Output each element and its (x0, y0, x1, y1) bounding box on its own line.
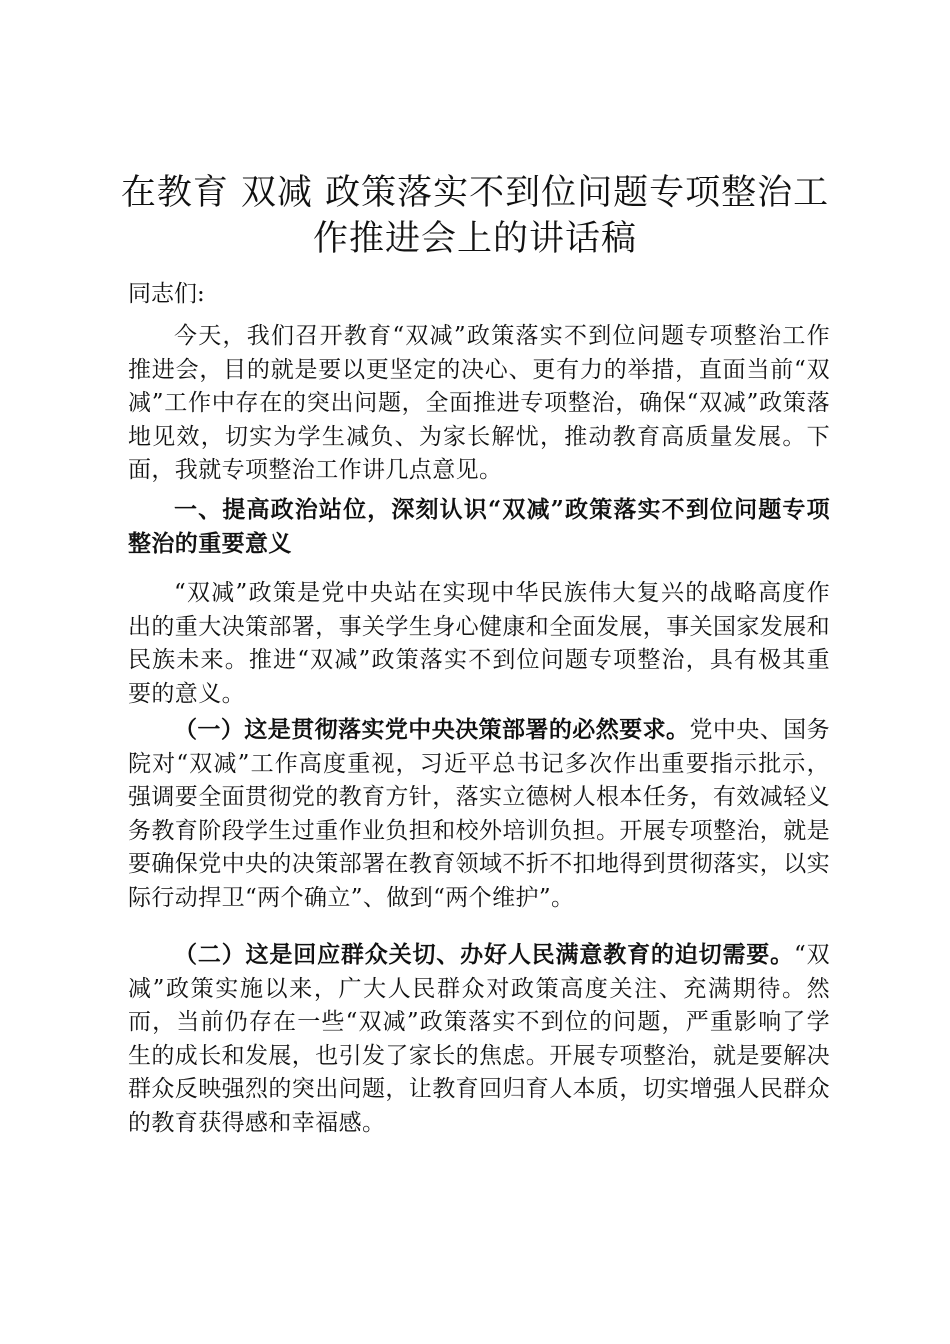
subsection-paragraph (128, 713, 830, 916)
subsection-lead: （一）这是贯彻落实党中央决策部署的必然要求。 (174, 716, 690, 743)
section-heading: 一、提高政治站位，深刻认识“双减”政策落实不到位问题专项整治的重要意义 (128, 496, 830, 557)
subsection-text: 党中央、国务院对“双减”工作高度重视，习近平总书记多次作出重要指示批示，强调要全面贯彻党的教育方针，落实立德树人根本任务，有效减轻义务教育阶段学生过重作业负担和校外培训负担。开展专项整治，就是要确保党中央的决策部署在教育领域不折不扣地得到贯彻落实，以实际行动捍卫“两个确立”、做到“两个维护”。 (128, 717, 830, 911)
salutation: 同志们: (128, 281, 205, 307)
subsection-text: “双减”政策实施以来，广大人民群众对政策高度关注、充满期待。然而，当前仍存在一些“双减”政策落实不到位的问题，严重影响了学生的成长和发展，也引发了家长的焦虑。开展专项整治，就是要解决群众反映强烈的突出问题，让教育回归育人本质，切实增强人民群众的教育获得感和幸福感。 (128, 942, 831, 1136)
subsection-paragraph (128, 938, 830, 1141)
intro-paragraph: 今天，我们召开教育“双减”政策落实不到位问题专项整治工作推进会，目的就是要以更坚定的决心、更有力的举措，直面当前“双减”工作中存在的突出问题，全面推进专项整治，确保“双减”政策落地见效，切实为学生减负、为家长解忧，推动教育高质量发展。下面，我就专项整治工作讲几点意见。 (128, 323, 830, 484)
document-title: 在教育 双减 政策落实不到位问题专项整治工作推进会上的讲话稿 (120, 173, 830, 259)
section-body-paragraph: “双减”政策是党中央站在实现中华民族伟大复兴的战略高度作出的重大决策部署，事关学生身心健康和全面发展，事关国家发展和民族未来。推进“双减”政策落实不到位问题专项整治，具有极其重要的意义。 (128, 580, 830, 707)
subsection-lead: （二）这是回应群众关切、办好人民满意教育的迫切需要。 (174, 941, 794, 968)
